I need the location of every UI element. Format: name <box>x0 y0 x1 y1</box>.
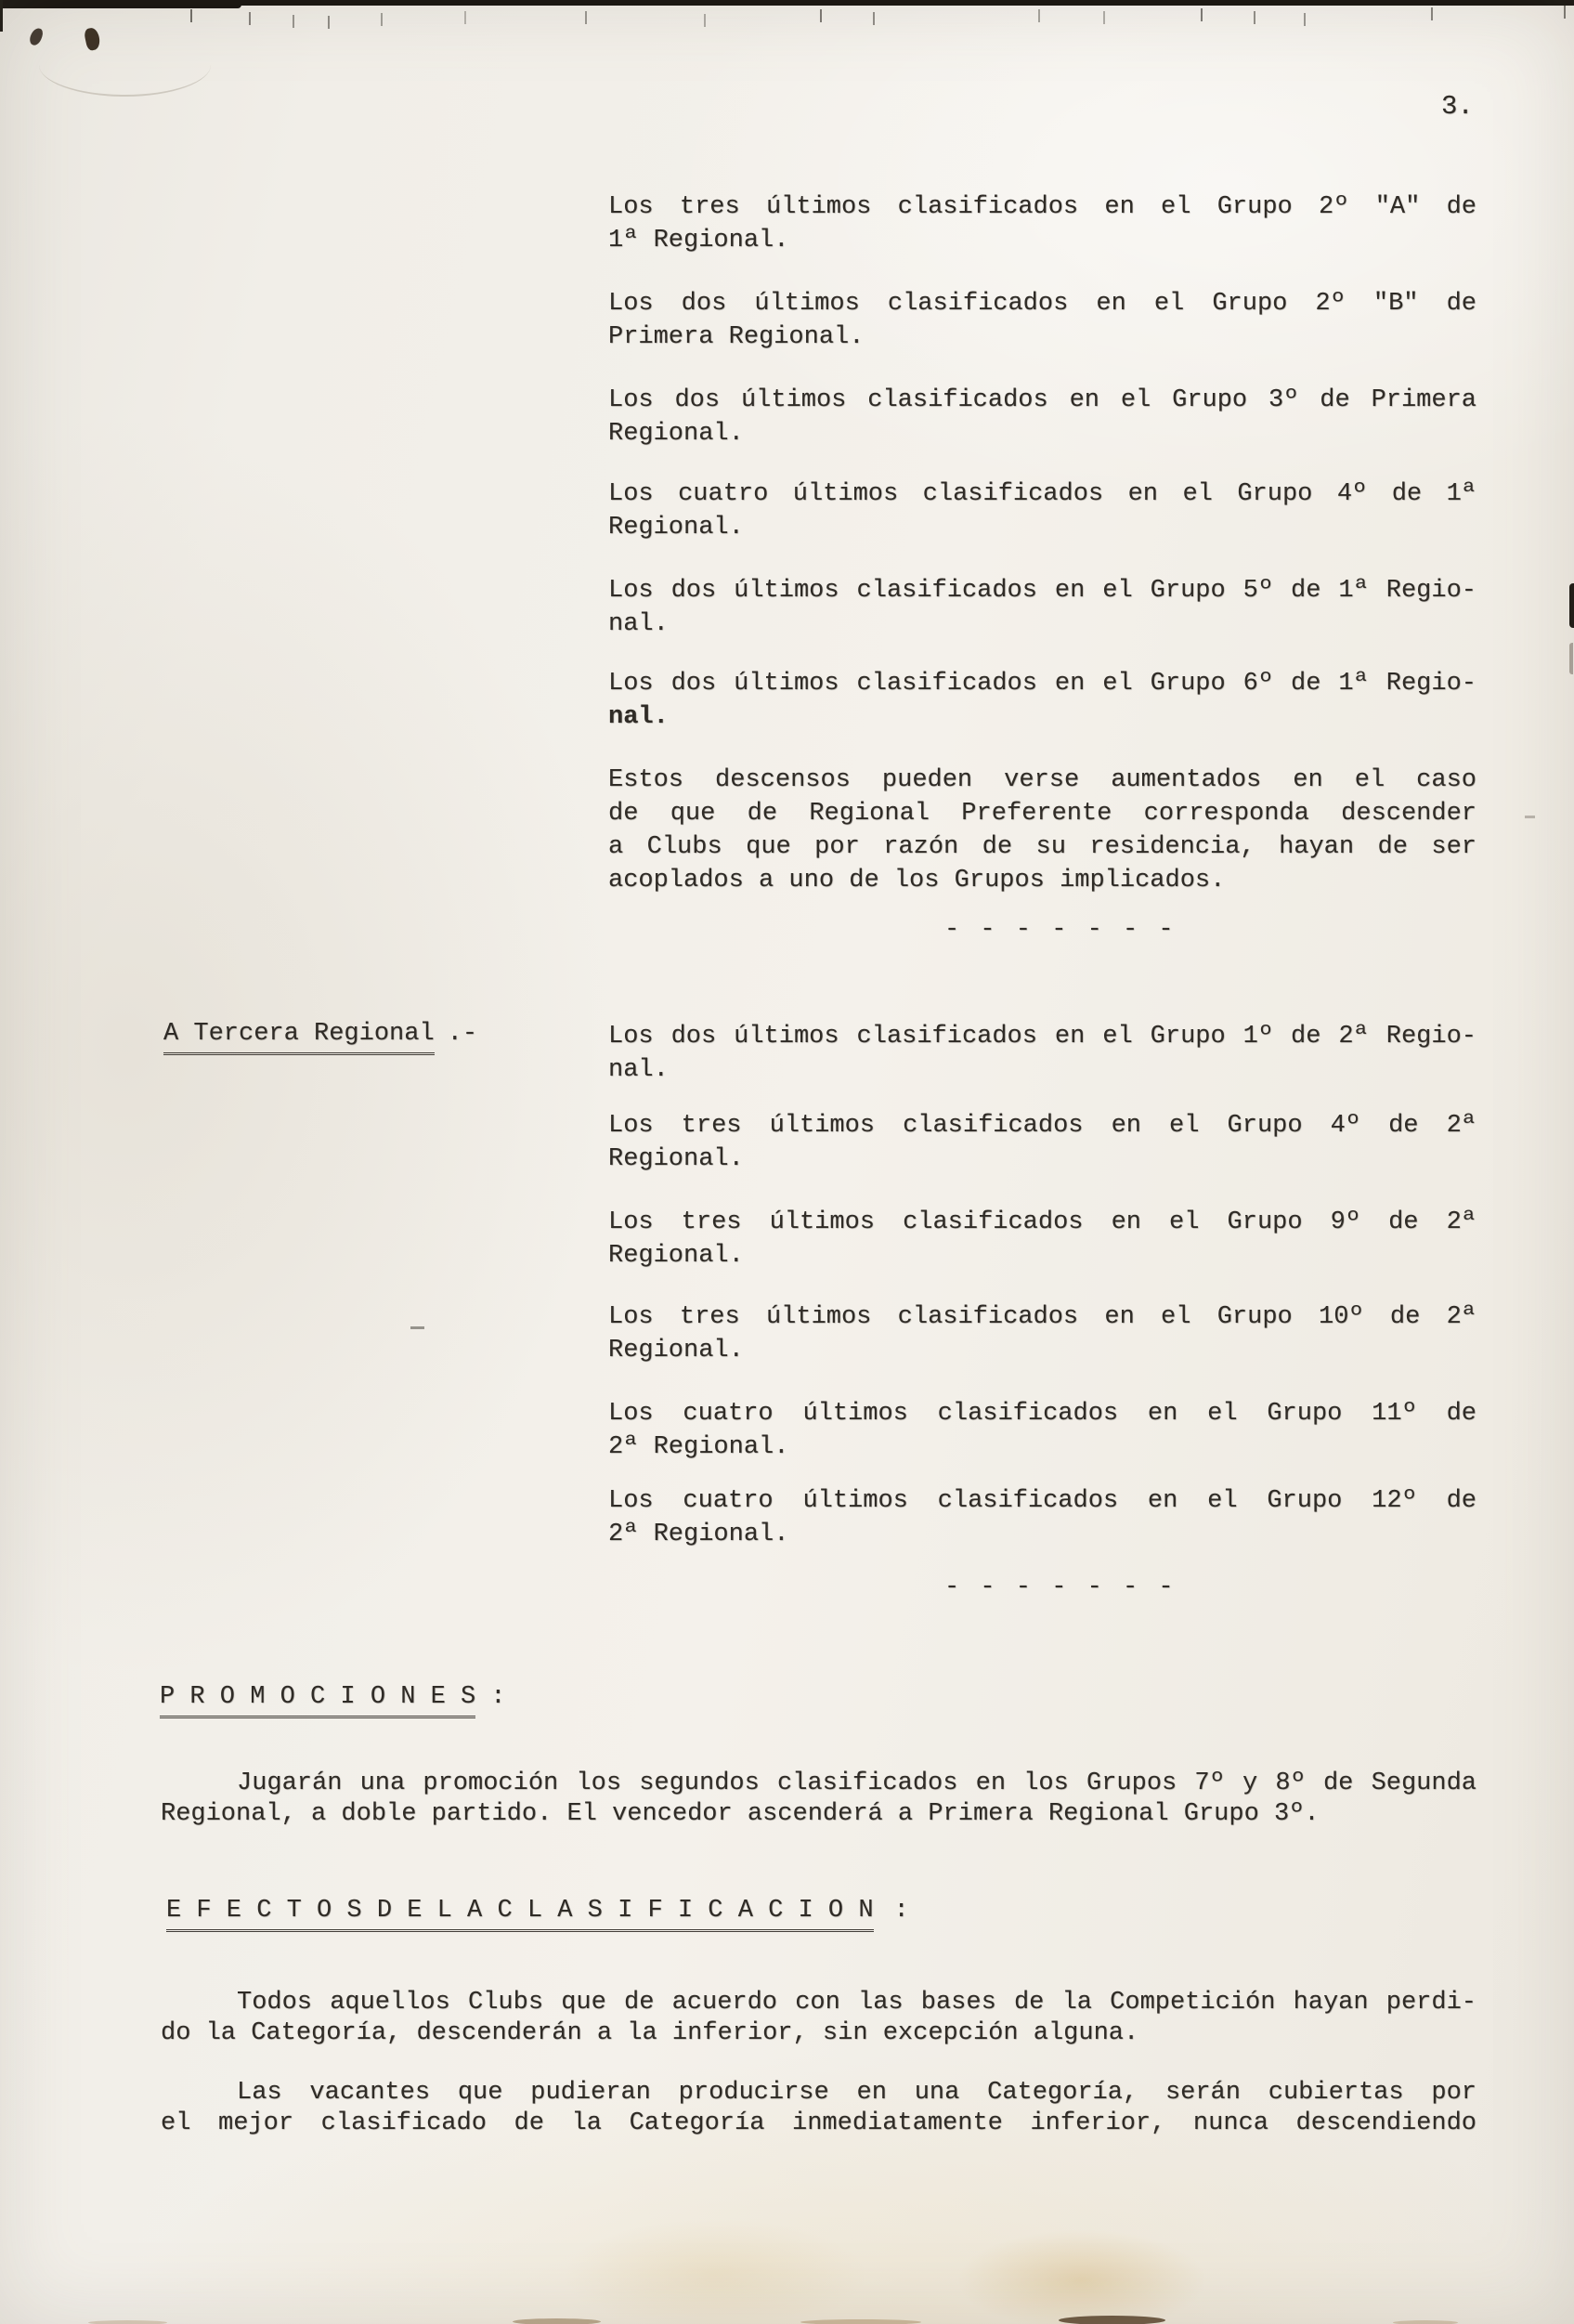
scan-edge-top-left <box>0 0 241 8</box>
descent-paragraph <box>608 287 1476 354</box>
text-line: Los cuatro últimos clasificados en el Grupo 11º de <box>608 1400 1476 1428</box>
text-line: Los cuatro últimos clasificados en el Grupo 4º de 1ª <box>608 480 1476 508</box>
descent-paragraph <box>608 1484 1476 1551</box>
bottom-edge-smudge <box>1059 2316 1165 2324</box>
side-label-suffix: .- <box>447 1020 478 1048</box>
dashed-separator: - - - - - - - <box>944 1573 1177 1601</box>
text-line: a Clubs que por razón de su residencia, hayan de ser <box>608 833 1476 861</box>
side-label-text: A Tercera Regional <box>163 1020 435 1055</box>
scan-edge-smudge <box>1569 643 1573 674</box>
text-line: Regional. <box>608 1145 744 1173</box>
text-line: nal. <box>608 1056 669 1084</box>
section-heading <box>166 1897 909 1925</box>
bottom-edge-smudge <box>88 2320 167 2324</box>
text-line: Todos aquellos Clubs que de acuerdo con las bases de la Competición hayan perdi- <box>237 1989 1476 2017</box>
text-line: Las vacantes que pudieran producirse en una Categoría, serán cubiertas por <box>237 2079 1476 2107</box>
descent-paragraph <box>608 1300 1476 1367</box>
text-line: acoplados a uno de los Grupos implicados. <box>608 867 1226 894</box>
text-line: Los tres últimos clasificados en el Grupo 4º de 2ª <box>608 1112 1476 1140</box>
text-line: Regional. <box>608 1242 744 1270</box>
descent-paragraph <box>608 667 1476 734</box>
bottom-edge-smudge <box>800 2319 921 2324</box>
text-line: Jugarán una promoción los segundos clasificados en los Grupos 7º y 8º de Segunda <box>237 1769 1476 1797</box>
text-line: el mejor clasificado de la Categoría inmediatamente inferior, nunca descendiendo <box>161 2109 1476 2137</box>
text-line: Regional, a doble partido. El vencedor ascenderá a Primera Regional Grupo 3º. <box>161 1800 1320 1828</box>
text-line: Los dos últimos clasificados en el Grupo 1º de 2ª Regio- <box>608 1023 1476 1051</box>
heading-colon: : <box>490 1683 506 1711</box>
section-heading <box>160 1683 505 1711</box>
descent-paragraph <box>608 1020 1476 1087</box>
heading-text: E F E C T O S D E L A C L A S I F I C A C I O N <box>166 1897 874 1932</box>
text-line: 1ª Regional. <box>608 227 789 255</box>
descent-paragraph <box>608 384 1476 450</box>
text-line: 2ª Regional. <box>608 1521 789 1548</box>
text-line: do la Categoría, descenderán a la inferior, sin excepción alguna. <box>161 2019 1139 2047</box>
text-line: Regional. <box>608 514 744 542</box>
section-side-label <box>163 1020 477 1048</box>
text-line: Primera Regional. <box>608 323 865 351</box>
body-paragraph <box>161 2078 1476 2139</box>
stray-mark <box>1525 816 1535 818</box>
descent-paragraph <box>608 1206 1476 1273</box>
text-line: nal. <box>608 610 669 638</box>
text-line: Los dos últimos clasificados en el Grupo 6º de 1ª Regio- <box>608 670 1476 698</box>
page-number: 3. <box>1441 91 1474 122</box>
text-line: Los dos últimos clasificados en el Grupo 5º de 1ª Regio- <box>608 577 1476 605</box>
text-line: de que de Regional Preferente corresponda descender <box>608 800 1476 828</box>
text-line: Los dos últimos clasificados en el Grupo 2º "B" de <box>608 290 1476 318</box>
descent-paragraph <box>608 1397 1476 1464</box>
paper-stain <box>566 2220 864 2324</box>
descent-paragraph <box>608 477 1476 544</box>
text-line: Estos descensos pueden verse aumentados en el caso <box>608 766 1476 794</box>
heading-text: P R O M O C I O N E S <box>160 1683 475 1718</box>
text-line: Los tres últimos clasificados en el Grupo 2º "A" de <box>608 193 1476 221</box>
descent-paragraph <box>608 574 1476 641</box>
paper-crease <box>39 33 211 97</box>
scan-edge-blob <box>1569 583 1574 628</box>
text-line: Regional. <box>608 420 744 448</box>
body-paragraph <box>161 1988 1476 2049</box>
descent-paragraph <box>608 1109 1476 1176</box>
text-line: Los dos últimos clasificados en el Grupo 3º de Primera <box>608 386 1476 414</box>
text-line: Los tres últimos clasificados en el Grupo 10º de 2ª <box>608 1303 1476 1331</box>
text-line: 2ª Regional. <box>608 1433 789 1461</box>
body-paragraph <box>161 1769 1476 1830</box>
heading-colon: : <box>893 1897 909 1925</box>
bottom-edge-smudge <box>1393 2320 1458 2324</box>
paper-stain <box>956 2229 1207 2324</box>
dashed-separator: - - - - - - - <box>944 916 1177 944</box>
bottom-edge-smudge <box>513 2318 601 2324</box>
text-line: Regional. <box>608 1337 744 1364</box>
scan-tick-marks <box>0 0 2 13</box>
text-line: Los tres últimos clasificados en el Grupo 9º de 2ª <box>608 1208 1476 1236</box>
descent-paragraph <box>608 764 1476 897</box>
ink-spot <box>28 27 44 47</box>
text-line: nal. <box>608 703 669 731</box>
descent-paragraph <box>608 190 1476 257</box>
stray-mark <box>410 1326 424 1329</box>
text-line: Los cuatro últimos clasificados en el Grupo 12º de <box>608 1487 1476 1515</box>
